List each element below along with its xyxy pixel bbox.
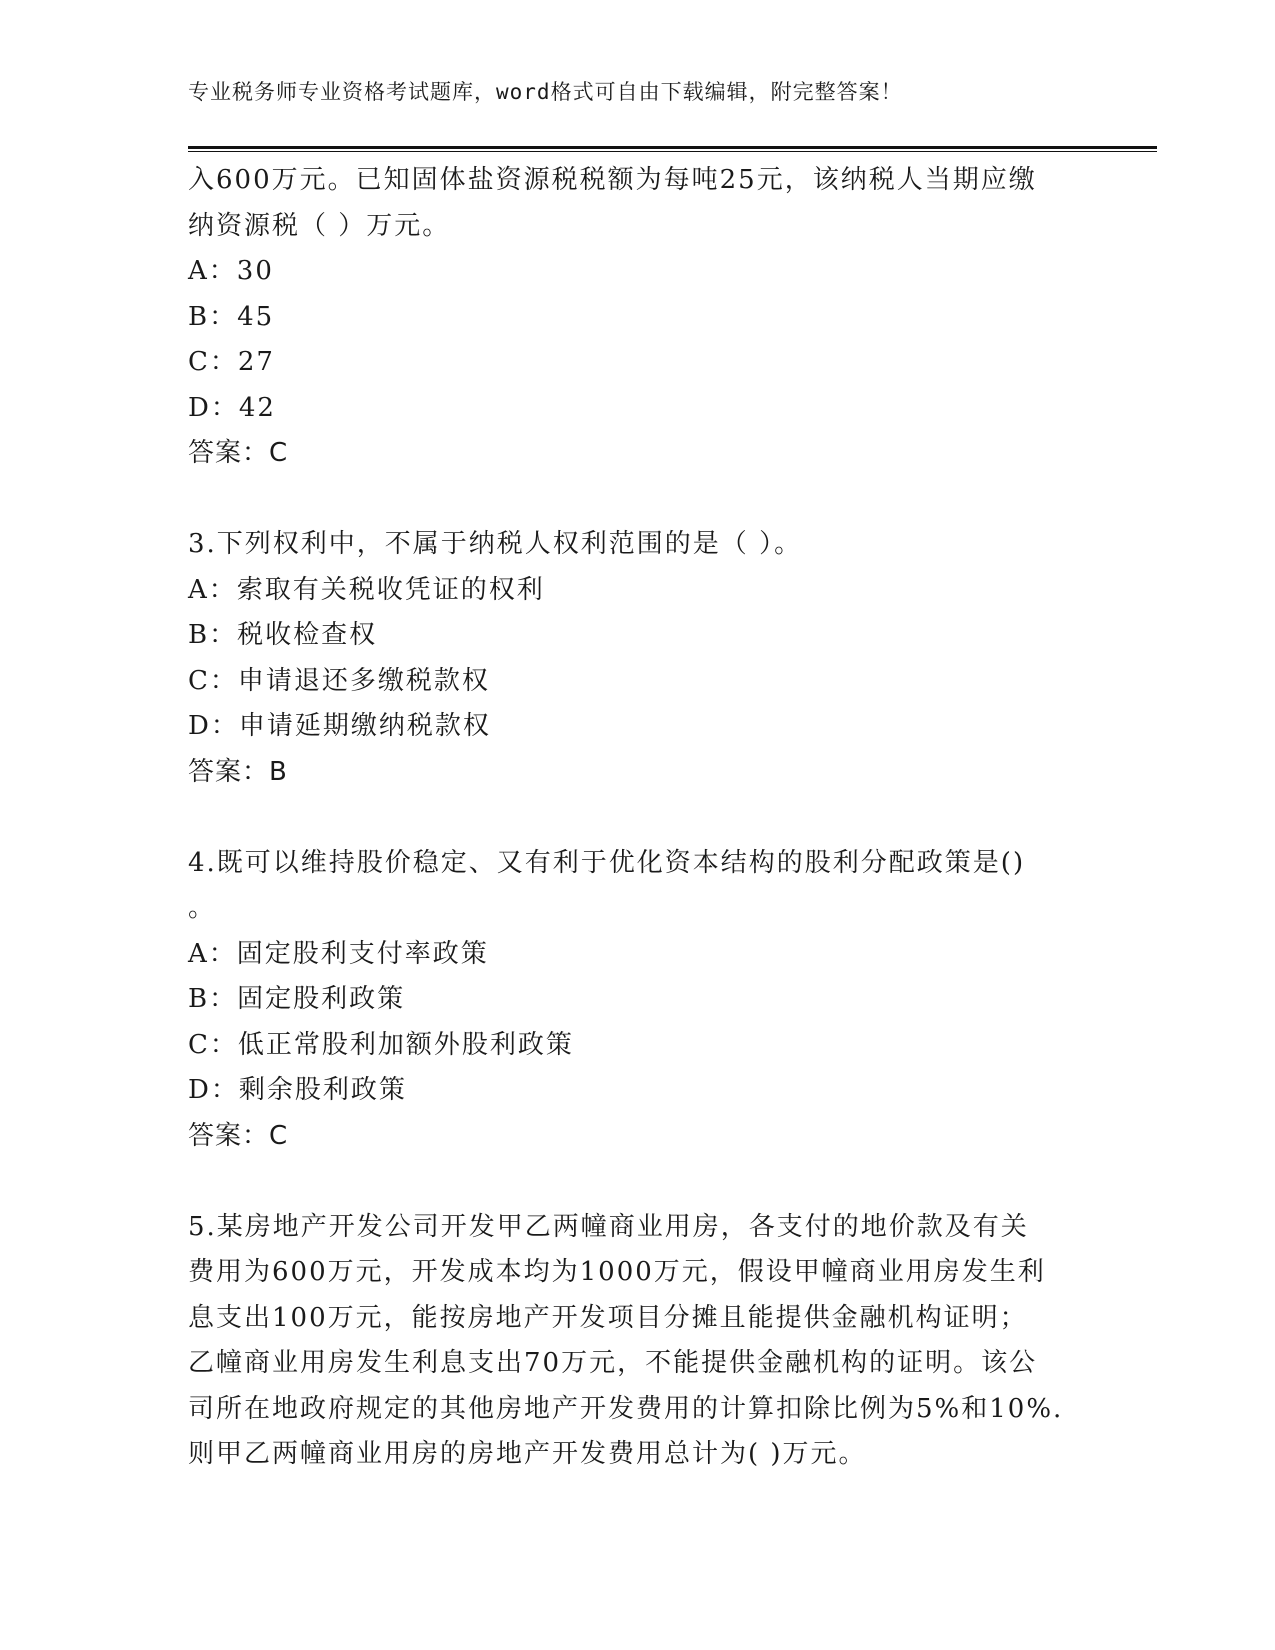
spacer: [188, 1159, 1088, 1205]
option-c: C：低正常股利加额外股利政策: [188, 1029, 574, 1060]
question-stem-line: 。: [188, 893, 217, 923]
answer: 答案：B: [188, 756, 288, 787]
question-stem-line: 费用为600万元，开发成本均为1000万元，假设甲幢商业用房发生利: [188, 1257, 1046, 1287]
option-b: B：固定股利政策: [188, 984, 406, 1014]
question-stem-line: 司所在地政府规定的其他房地产开发费用的计算扣除比例为5%和10%.: [188, 1393, 1064, 1424]
question-5: [188, 1205, 1088, 1478]
question-2: [188, 158, 1088, 477]
question-stem-line: 则甲乙两幢商业用房的房地产开发费用总计为( )万元。: [188, 1439, 867, 1469]
option-a: A：30: [188, 256, 274, 286]
question-stem-line: 息支出100万元，能按房地产开发项目分摊且能提供金融机构证明；: [188, 1302, 1028, 1333]
question-stem-line: 3.下列权利中，不属于纳税人权利范围的是（ ）。: [188, 529, 803, 559]
option-d: D：申请延期缴纳税款权: [188, 711, 491, 741]
header-rule-thin: [188, 151, 1157, 152]
question-stem-line: 乙幢商业用房发生利息支出70万元，不能提供金融机构的证明。该公: [188, 1348, 1038, 1378]
option-b: B：45: [188, 301, 275, 332]
answer: 答案：C: [188, 438, 289, 468]
question-content: [188, 158, 1088, 1478]
option-c: C：申请退还多缴税款权: [188, 665, 490, 696]
question-4: [188, 841, 1088, 1160]
option-a: A：固定股利支付率政策: [188, 938, 489, 969]
question-3: [188, 522, 1088, 795]
question-stem-line: 入600万元。已知固体盐资源税税额为每吨25元，该纳税人当期应缴: [188, 165, 1037, 195]
page-header: 专业税务师专业资格考试题库，word格式可自由下载编辑，附完整答案！: [188, 80, 903, 104]
spacer: [188, 477, 1088, 523]
option-d: D：剩余股利政策: [188, 1075, 407, 1105]
header-rule-thick: [188, 146, 1157, 149]
spacer: [188, 795, 1088, 841]
question-stem-line: 4.既可以维持股价稳定、又有利于优化资本结构的股利分配政策是(): [188, 847, 1026, 878]
question-stem-line: 纳资源税（ ）万元。: [188, 210, 451, 241]
question-stem-line: 5.某房地产开发公司开发甲乙两幢商业用房，各支付的地价款及有关: [188, 1211, 1029, 1242]
option-d: D：42: [188, 392, 276, 423]
option-c: C：27: [188, 347, 275, 377]
option-b: B：税收检查权: [188, 620, 378, 650]
option-a: A：索取有关税收凭证的权利: [188, 574, 545, 605]
answer: 答案：C: [188, 1120, 289, 1151]
